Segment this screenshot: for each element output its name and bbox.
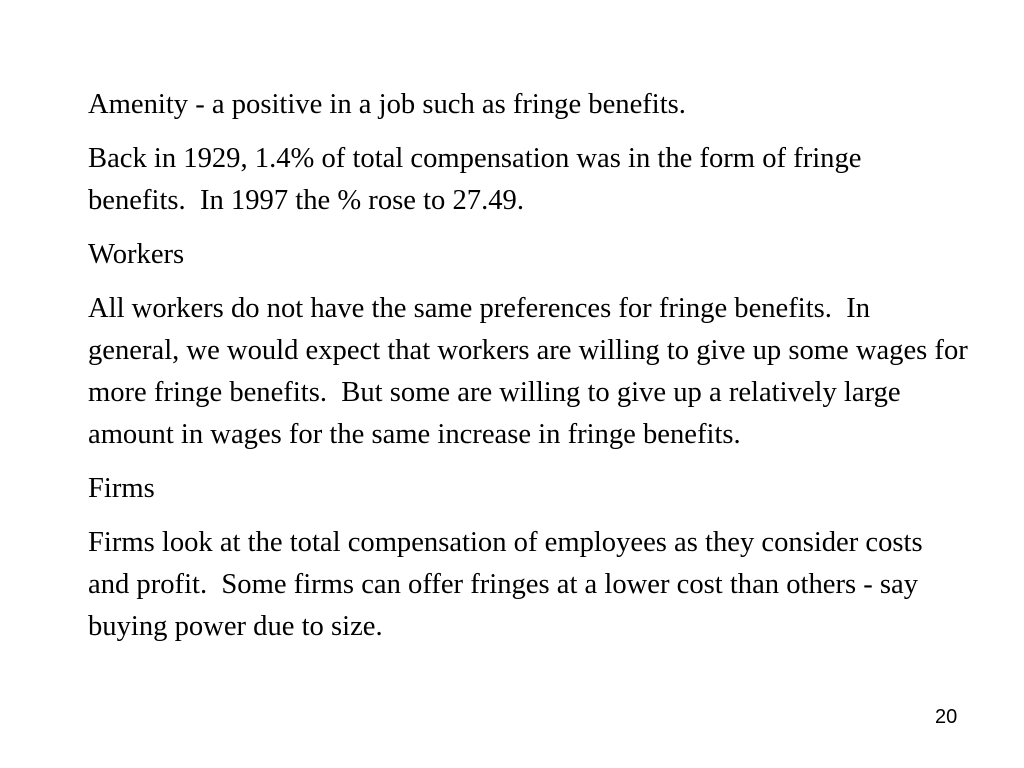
page-number: 20 (935, 706, 958, 728)
slide-body (88, 84, 968, 660)
heading-firms: Firms (88, 473, 155, 504)
paragraph-workers-preferences: All workers do not have the same preferences for fringe benefits. In general, we would expect that workers are willing to give up some wages for more fringe benefits. But some are willing to give up a relatively large amount in wages for the same increase in fringe benefits. (88, 293, 968, 450)
paragraph-amenity-definition: Amenity - a positive in a job such as fringe benefits. (88, 89, 686, 120)
heading-workers: Workers (88, 239, 185, 270)
paragraph-firms-costs: Firms look at the total compensation of employees as they consider costs and profit. Some firms can offer fringes at a lower cost than others - say buying power due to size. (88, 527, 923, 642)
paragraph-fringe-history: Back in 1929, 1.4% of total compensation was in the form of fringe benefits. In 1997 the % rose to 27.49. (88, 143, 862, 216)
